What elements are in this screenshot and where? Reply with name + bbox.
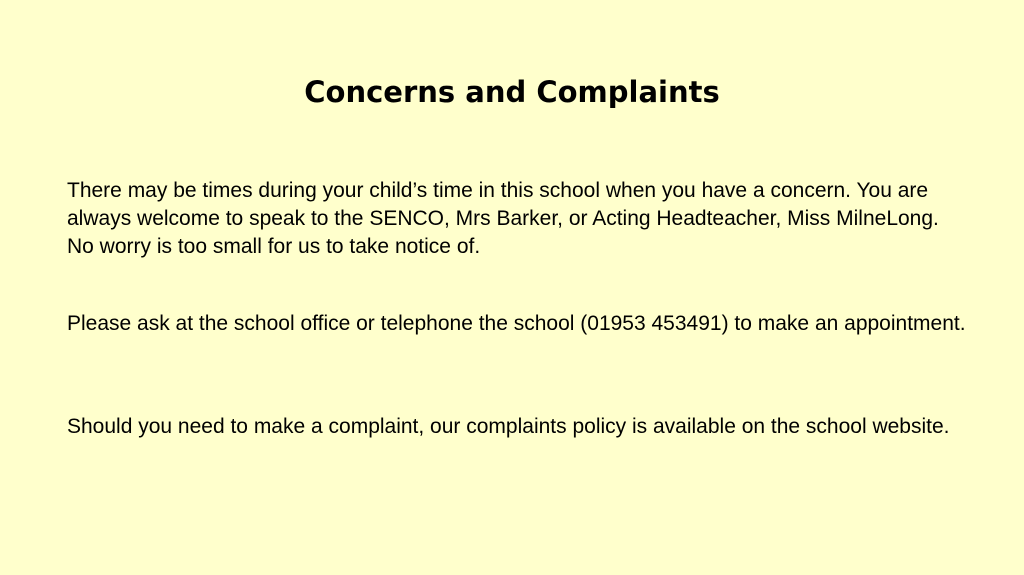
paragraph-complaints: Should you need to make a complaint, our complaints policy is available on the school website. (67, 415, 950, 438)
slide-title: Concerns and Complaints (304, 75, 720, 109)
paragraph-appointment: Please ask at the school office or telephone the school (01953 453491) to make an appointment. (67, 312, 966, 335)
paragraph-concerns: There may be times during your child’s time in this school when you have a concern. You are always welcome to speak to the SENCO, Mrs Barker, or Acting Headteacher, Miss MilneLong. No worry is too small for us to take notice of. (67, 179, 939, 258)
